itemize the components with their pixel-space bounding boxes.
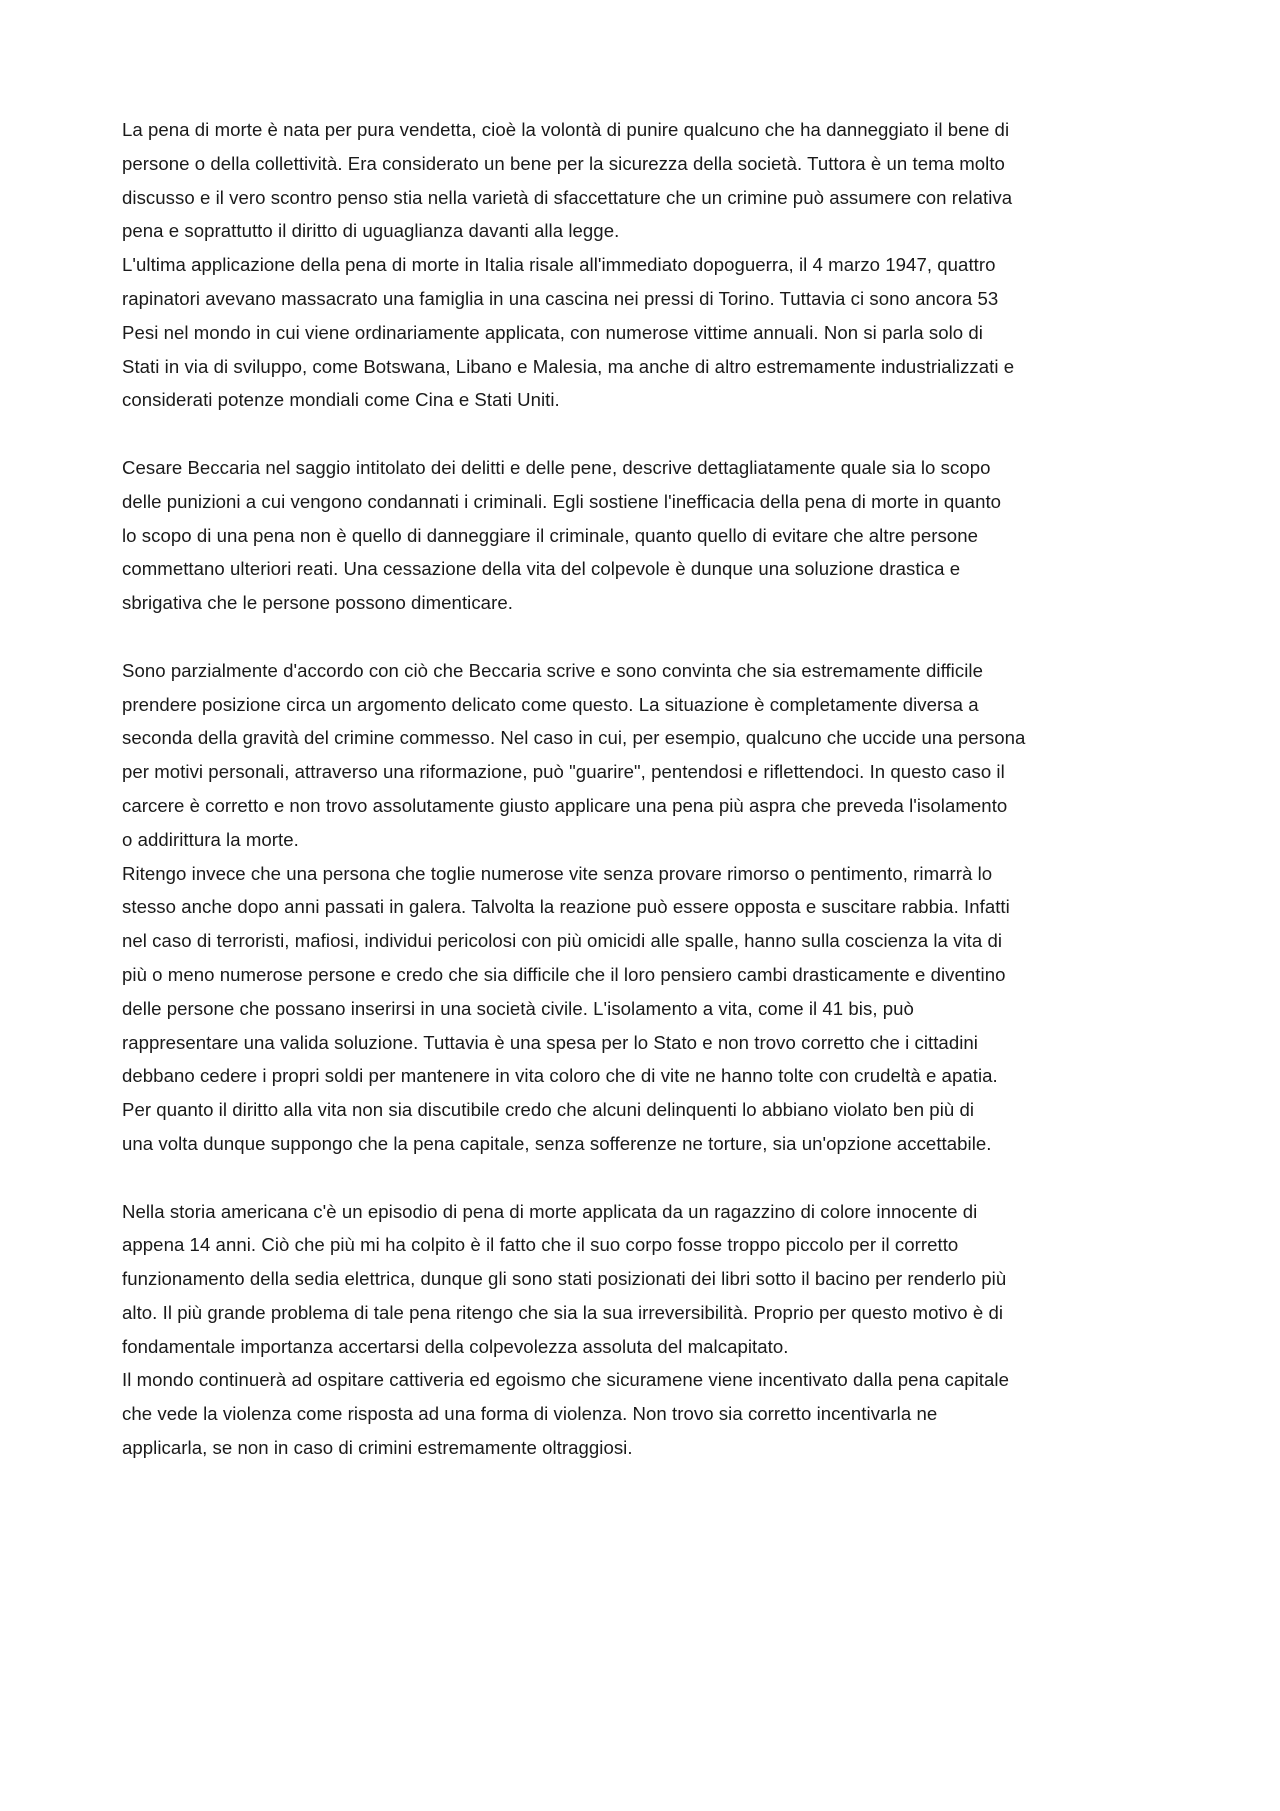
text-line: prendere posizione circa un argomento delicato come questo. La situazione è completamente diversa a — [122, 693, 979, 715]
text-line: commettano ulteriori reati. Una cessazione della vita del colpevole è dunque una soluzione drastica e — [122, 558, 961, 580]
text-line: Il mondo continuerà ad ospitare cattiveria ed egoismo che sicuramene viene incentivato dalla pena capitale — [122, 1369, 1009, 1391]
text-line: L'ultima applicazione della pena di morte in Italia risale all'immediato dopoguerra, il 4 marzo 1947, quattro — [122, 254, 996, 276]
text-line: Per quanto il diritto alla vita non sia discutibile credo che alcuni delinquenti lo abbiano violato ben più di — [122, 1099, 975, 1121]
text-line: lo scopo di una pena non è quello di danneggiare il criminale, quanto quello di evitare che altre persone — [122, 524, 978, 546]
text-line: stesso anche dopo anni passati in galera. Talvolta la reazione può essere opposta e suscitare rabbia. Infatti — [122, 896, 1010, 918]
text-line: fondamentale importanza accertarsi della colpevolezza assoluta del malcapitato. — [122, 1335, 789, 1357]
text-line: Sono parzialmente d'accordo con ciò che Beccaria scrive e sono convinta che sia estremamente difficile — [122, 659, 983, 681]
text-line: alto. Il più grande problema di tale pena ritengo che sia la sua irreversibilità. Proprio per questo motivo è di — [122, 1301, 1004, 1323]
text-line: delle punizioni a cui vengono condannati i criminali. Egli sostiene l'inefficacia della pena di morte in quanto — [122, 490, 1002, 512]
text-line: discusso e il vero scontro penso stia nella varietà di sfaccettature che un crimine può assumere con relativa — [122, 186, 1013, 208]
text-line: rapinatori avevano massacrato una famiglia in una cascina nei pressi di Torino. Tuttavia ci sono ancora 53 — [122, 287, 999, 309]
text-line: Nella storia americana c'è un episodio di pena di morte applicata da un ragazzino di colore innocente di — [122, 1200, 978, 1222]
text-line: funzionamento della sedia elettrica, dunque gli sono stati posizionati dei libri sotto il bacino per renderlo più — [122, 1268, 1007, 1290]
text-line: carcere è corretto e non trovo assolutamente giusto applicare una pena più aspra che preveda l'isolamento — [122, 794, 1008, 816]
text-line: delle persone che possano inserirsi in una società civile. L'isolamento a vita, come il 41 bis, può — [122, 997, 914, 1019]
text-line: Stati in via di sviluppo, come Botswana, Libano e Malesia, ma anche di altro estremamente industrializzati e — [122, 355, 1015, 377]
text-line: considerati potenze mondiali come Cina e Stati Uniti. — [122, 389, 560, 411]
document-text — [122, 113, 1172, 1465]
text-line: persone o della collettività. Era considerato un bene per la sicurezza della società. Tuttora è un tema molto — [122, 152, 1005, 174]
text-line: nel caso di terroristi, mafiosi, individui pericolosi con più omicidi alle spalle, hanno sulla coscienza la vita di — [122, 930, 1003, 952]
text-line: pena e soprattutto il diritto di uguaglianza davanti alla legge. — [122, 220, 620, 242]
text-line: Pesi nel mondo in cui viene ordinariamente applicata, con numerose vittime annuali. Non si parla solo di — [122, 321, 983, 343]
text-line: appena 14 anni. Ciò che più mi ha colpito è il fatto che il suo corpo fosse troppo piccolo per il corretto — [122, 1234, 959, 1256]
paragraph-gap — [122, 1161, 1172, 1195]
paragraph-gap — [122, 620, 1172, 654]
text-line: o addirittura la morte. — [122, 828, 299, 850]
text-line: che vede la violenza come risposta ad una forma di violenza. Non trovo sia corretto incentivarla ne — [122, 1403, 938, 1425]
text-line: sbrigativa che le persone possono dimenticare. — [122, 592, 513, 614]
paragraph-gap — [122, 417, 1172, 451]
text-line: Ritengo invece che una persona che toglie numerose vite senza provare rimorso o pentimento, rimarrà lo — [122, 862, 993, 884]
text-line: rappresentare una valida soluzione. Tuttavia è una spesa per lo Stato e non trovo corretto che i cittadini — [122, 1031, 978, 1053]
text-line: per motivi personali, attraverso una riformazione, può "guarire", pentendosi e riflettendoci. In questo caso il — [122, 761, 1005, 783]
text-line: seconda della gravità del crimine commesso. Nel caso in cui, per esempio, qualcuno che uccide una persona — [122, 727, 1026, 749]
text-line: Cesare Beccaria nel saggio intitolato dei delitti e delle pene, descrive dettagliatamente quale sia lo scopo — [122, 456, 991, 478]
text-line: una volta dunque suppongo che la pena capitale, senza sofferenze ne torture, sia un'opzione accettabile. — [122, 1132, 992, 1154]
text-line: applicarla, se non in caso di crimini estremamente oltraggiosi. — [122, 1437, 633, 1459]
text-line: debbano cedere i propri soldi per mantenere in vita coloro che di vite ne hanno tolte con crudeltà e apatia. — [122, 1065, 998, 1087]
text-line: La pena di morte è nata per pura vendetta, cioè la volontà di punire qualcuno che ha danneggiato il bene di — [122, 119, 1010, 140]
text-line: più o meno numerose persone e credo che sia difficile che il loro pensiero cambi drasticamente e diventino — [122, 963, 1006, 985]
